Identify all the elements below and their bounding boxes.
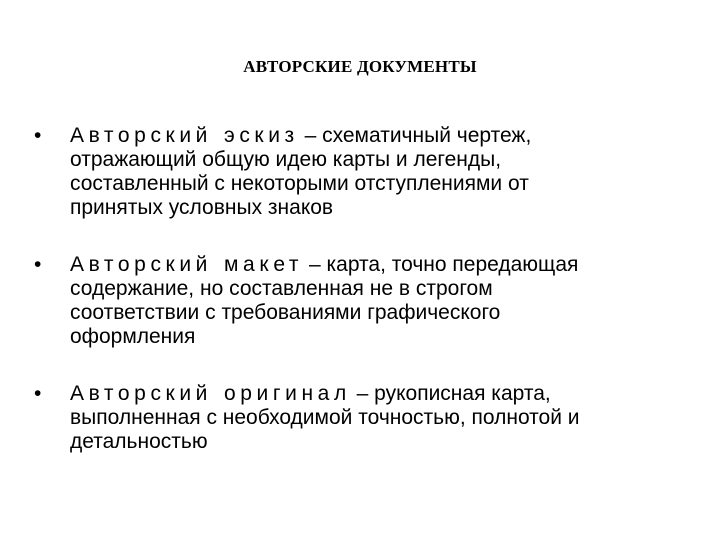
bullet-line: выполненная с необходимой точностью, полнотой и [70,406,580,429]
bullet-line: составленный с некоторыми отступлениями от [70,172,529,195]
bullet-icon: • [34,382,42,405]
term-definition-start: – схематичный чертеж, [298,124,532,147]
bullet-first-line [70,253,690,277]
bullet-first-line [70,124,690,148]
bullet-icon: • [34,253,42,276]
term-definition-start: – карта, точно передающая [303,253,579,276]
bullet-icon: • [34,124,42,147]
term-definition-start: – рукописная карта, [350,382,551,405]
bullet-line: оформления [70,325,196,348]
bullet-text [70,253,690,349]
term-word: Авторский [70,382,212,405]
bullet-line: принятых условных знаков [70,196,334,219]
bullet-text [70,124,690,220]
term-word: Авторский [70,253,212,276]
term-word: оригинал [224,382,351,405]
slide-title: АВТОРСКИЕ ДОКУМЕНТЫ [243,57,477,76]
term-word: макет [224,253,304,276]
bullet-text [70,382,690,454]
bullet-line: детальностью [70,430,208,453]
term-word: эскиз [224,124,299,147]
bullet-line: соответствии с требованиями графического [70,301,501,324]
bullet-first-line [70,382,690,406]
bullet-line: содержание, но составленная не в строгом [70,277,493,300]
bullet-line: отражающий общую идею карты и легенды, [70,148,502,171]
term-word: Авторский [70,124,212,147]
